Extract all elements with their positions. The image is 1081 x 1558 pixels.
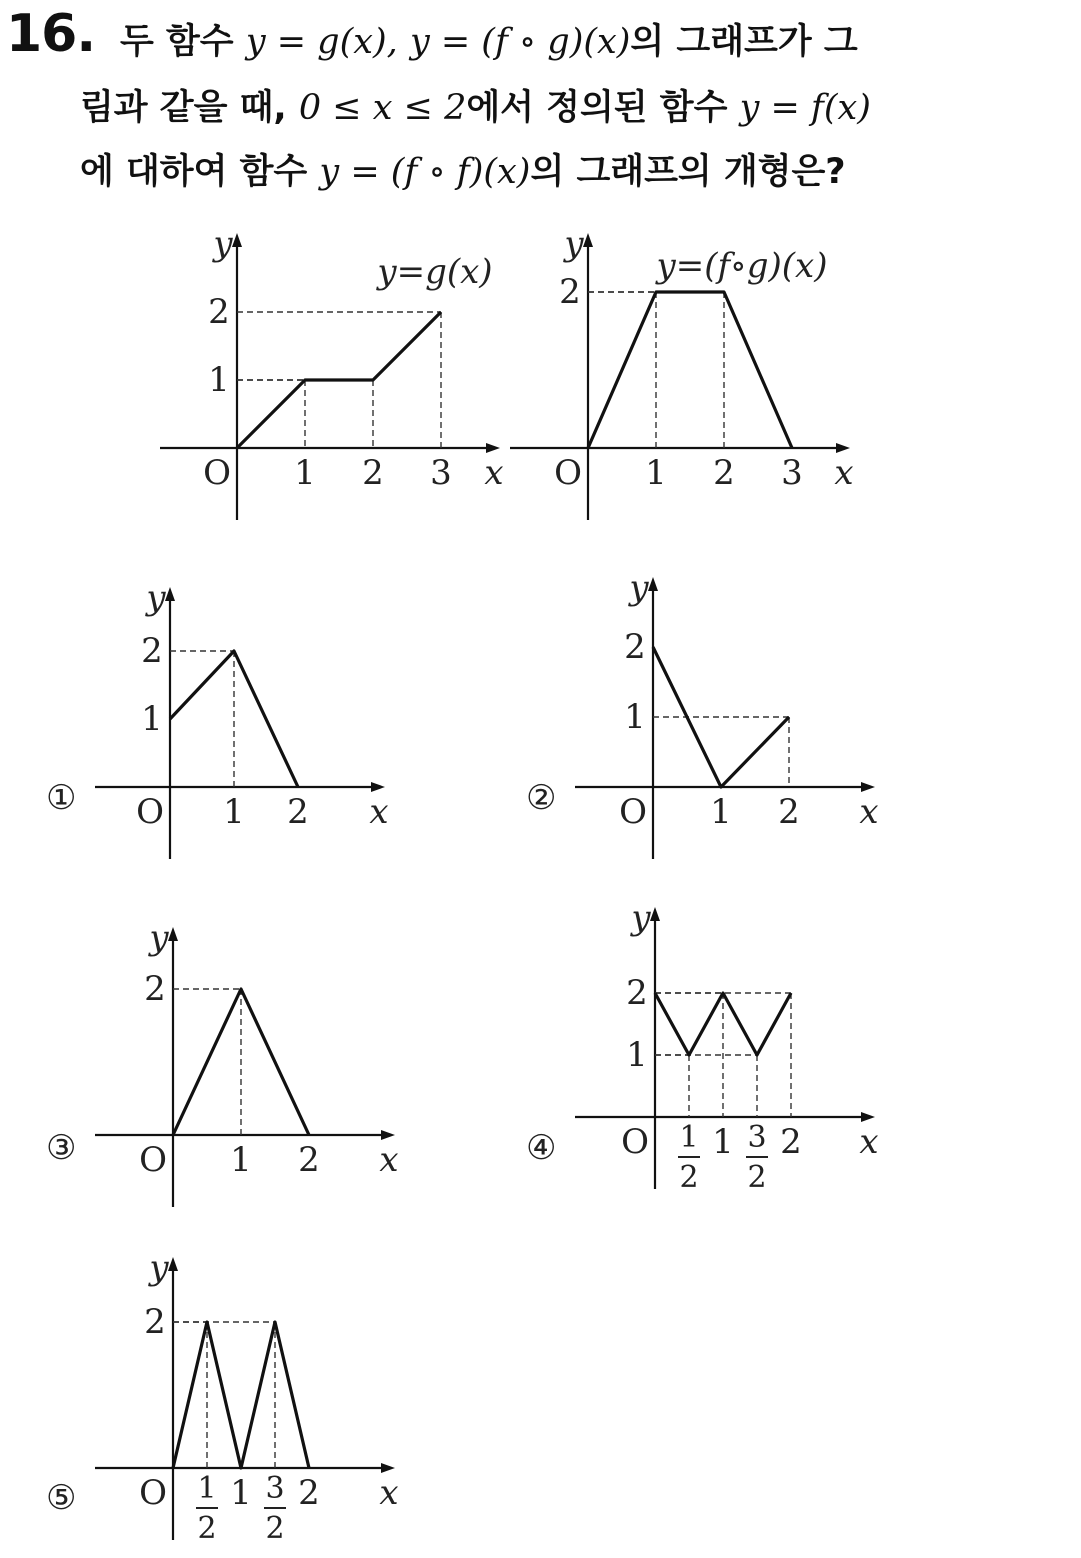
x-tick-label: 2 [298,1473,320,1513]
graph-choice-4[interactable] [575,895,885,1215]
question-text: 에 대하여 함수 [80,152,308,192]
y-axis-arrow [648,577,658,591]
graph-choice-3[interactable] [95,915,405,1215]
graph-curve [173,1322,309,1468]
x-tick-label: 1 [223,792,245,832]
y-axis-label: y [629,568,649,608]
origin-label: O [139,1473,167,1513]
y-axis-arrow [168,927,178,941]
question-line-1 [120,14,858,64]
x-axis-label: x [859,1122,879,1162]
y-axis-label: y [149,1248,169,1288]
x-axis-label: x [379,1140,399,1180]
x-axis-arrow [486,443,500,453]
y-tick-label: 1 [141,699,163,739]
graph-choice-1[interactable] [95,575,395,865]
x-tick-label: 2 [780,1122,802,1162]
choice-label-4[interactable]: ④ [526,1128,557,1168]
choice-label-1[interactable]: ① [46,778,77,818]
x-axis-label: x [484,453,504,493]
choice-label-2[interactable]: ② [526,778,557,818]
x-axis-arrow [381,1463,395,1473]
y-axis-label: y [631,898,651,938]
y-tick-label: 2 [626,973,648,1013]
origin-label: O [621,1122,649,1162]
y-tick-label: 2 [144,969,166,1009]
y-axis-label: y [146,578,166,618]
x-axis-label: x [379,1473,399,1513]
y-axis-label: y [149,918,169,958]
x-axis-arrow [836,443,850,453]
x-tick-numerator: 1 [197,1471,217,1506]
y-axis-arrow [165,587,175,601]
choice-label-3[interactable]: ③ [46,1128,77,1168]
x-tick-label: 1 [712,1122,734,1162]
x-axis-arrow [381,1130,395,1140]
y-tick-label: 2 [144,1302,166,1342]
x-tick-label: 2 [298,1140,320,1180]
question-line-3 [80,144,846,194]
question-text: 림과 같을 때, [80,88,287,128]
graph-curve [588,292,792,448]
y-axis-arrow [168,1257,178,1271]
y-axis-label: y [564,224,584,264]
choice-label-5[interactable]: ⑤ [46,1478,77,1518]
x-tick-label: 3 [781,453,803,493]
math-expression: y = g(x), [245,22,398,62]
x-tick-label: 2 [778,792,800,832]
origin-label: O [203,453,231,493]
y-tick-label: 1 [626,1035,648,1075]
x-tick-denominator: 2 [265,1511,285,1546]
math-expression: y = f(x) [739,88,871,128]
math-expression: y = (f ∘ g)(x) [409,22,631,62]
y-axis-arrow [650,907,660,921]
math-expression: 0 ≤ x ≤ 2 [298,88,467,128]
x-tick-label: 1 [710,792,732,832]
x-tick-label: 1 [230,1140,252,1180]
y-tick-label: 2 [141,631,163,671]
graph-choice-5[interactable] [95,1245,405,1555]
x-axis-label: x [859,792,879,832]
graph-title: y=(f∘g)(x) [656,246,828,286]
x-tick-label: 2 [287,792,309,832]
question-text: 에서 정의된 함수 [466,88,728,128]
y-axis-arrow [232,233,242,247]
x-tick-label: 2 [362,453,384,493]
graph-title: y=g(x) [377,252,493,292]
origin-label: O [139,1140,167,1180]
x-tick-numerator: 3 [265,1471,285,1506]
x-tick-denominator: 2 [747,1160,767,1195]
origin-label: O [619,792,647,832]
question-text: 의 그래프의 개형은? [530,152,846,192]
x-tick-numerator: 3 [747,1120,767,1155]
origin-label: O [136,792,164,832]
y-tick-label: 2 [208,292,230,332]
question-line-2 [80,80,871,130]
x-axis-label: x [834,453,854,493]
y-tick-label: 2 [559,272,581,312]
x-tick-label: 3 [430,453,452,493]
x-axis-arrow [861,1112,875,1122]
x-axis-arrow [371,782,385,792]
question-number: 16. [6,4,96,64]
graph-g [160,225,520,525]
question-text: 두 함수 [120,22,234,62]
x-tick-label: 2 [713,453,735,493]
x-tick-denominator: 2 [679,1160,699,1195]
x-tick-label: 1 [294,453,316,493]
x-tick-numerator: 1 [679,1120,699,1155]
x-tick-denominator: 2 [197,1511,217,1546]
math-expression: y = (f ∘ f)(x) [319,152,531,192]
y-tick-label: 2 [624,627,646,667]
graph-choice-2[interactable] [575,565,885,865]
x-axis-label: x [369,792,389,832]
origin-label: O [554,453,582,493]
y-tick-label: 1 [208,360,230,400]
question-text: 의 그래프가 그 [630,22,858,62]
graph-f-compose-g [510,225,870,525]
x-tick-label: 1 [645,453,667,493]
y-axis-arrow [583,233,593,247]
y-axis-label: y [213,224,233,264]
x-axis-arrow [861,782,875,792]
y-tick-label: 1 [624,697,646,737]
x-tick-label: 1 [230,1473,252,1513]
